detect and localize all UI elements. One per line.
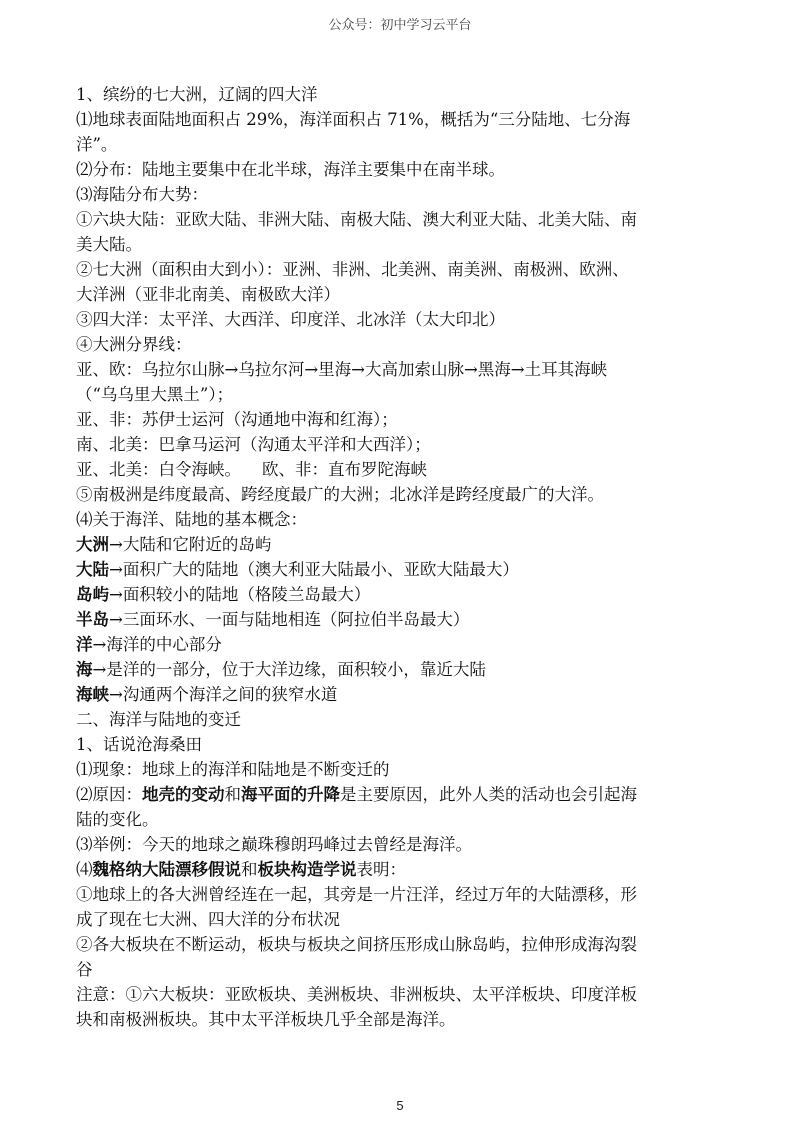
term: 岛屿 — [76, 585, 109, 604]
definition-line — [76, 607, 726, 632]
term: 海峡 — [76, 685, 109, 704]
text-line: ①地球上的各大洲曾经连在一起，其旁是一片汪洋，经过万年的大陆漂移，形 — [76, 885, 637, 904]
page-header: 公众号：初中学习云平台 — [328, 18, 472, 33]
text-line: 美大陆。 — [76, 235, 142, 254]
bold-term: 海平面的升降 — [241, 785, 340, 804]
text-span: 是主要原因，此外人类的活动也会引起海 — [340, 785, 637, 804]
text-line: 大洋洲（亚非北南美、南极欧大洋） — [76, 285, 340, 304]
term: 洋 — [76, 635, 93, 654]
text-line: ⑵分布：陆地主要集中在北半球，海洋主要集中在南半球。 — [76, 160, 505, 179]
text-line: 洋”。 — [76, 135, 118, 154]
definition: →沟通两个海洋之间的狭窄水道 — [109, 685, 338, 704]
section-heading: 1、缤纷的七大洲，辽阔的四大洋 — [76, 85, 318, 104]
document-body — [76, 82, 726, 1032]
text-line: （“乌乌里大黑土”）； — [76, 385, 234, 404]
page-number: 5 — [396, 1098, 404, 1113]
term: 大陆 — [76, 560, 109, 579]
definition: →三面环水、一面与陆地相连（阿拉伯半岛最大） — [109, 610, 470, 629]
text-line: 南、北美：巴拿马运河（沟通太平洋和大西洋）； — [76, 435, 431, 454]
text-line: 亚、欧：乌拉尔山脉→乌拉尔河→里海→大高加索山脉→黑海→土耳其海峡 — [76, 360, 608, 379]
text-line: 谷 — [76, 960, 93, 979]
definition-line — [76, 532, 726, 557]
text-line: ④大洲分界线： — [76, 335, 192, 354]
definition-line — [76, 557, 726, 582]
text-line: ⑴现象：地球上的海洋和陆地是不断变迁的 — [76, 760, 390, 779]
text-line: 注意：①六大板块：亚欧板块、美洲板块、非洲板块、太平洋板块、印度洋板 — [76, 985, 637, 1004]
term: 海 — [76, 660, 93, 679]
text-span: 和 — [224, 785, 241, 804]
definition-line — [76, 632, 726, 657]
text-line: ②七大洲（面积由大到小）：亚洲、非洲、北美洲、南美洲、南极洲、欧洲、 — [76, 260, 629, 279]
text-line: ⑴地球表面陆地面积占 29%，海洋面积占 71%，概括为“三分陆地、七分海 — [76, 110, 631, 129]
text-line: ⑤南极洲是纬度最高、跨经度最广的大洲；北冰洋是跨经度最广的大洋。 — [76, 485, 604, 504]
bold-term: 魏格纳大陆漂移假说 — [92, 860, 241, 879]
definition: →面积广大的陆地（澳大利亚大陆最小、亚欧大陆最大） — [109, 560, 519, 579]
section-heading: 二、海洋与陆地的变迁 — [76, 710, 241, 729]
text-line: ⑷关于海洋、陆地的基本概念： — [76, 510, 307, 529]
text-line: ⑶举例：今天的地球之巅珠穆朗玛峰过去曾经是海洋。 — [76, 835, 472, 854]
text-line: ③四大洋：太平洋、大西洋、印度洋、北冰洋（太大印北） — [76, 310, 505, 329]
text-line — [76, 782, 726, 807]
text-line — [76, 857, 726, 882]
bold-term: 板块构造学说 — [257, 860, 357, 879]
text-line: 块和南极洲板块。其中太平洋板块几乎全部是海洋。 — [76, 1010, 456, 1029]
text-span: ⑵原因： — [76, 785, 142, 804]
text-line: 亚、非：苏伊士运河（沟通地中海和红海）； — [76, 410, 398, 429]
text-line: ①六块大陆：亚欧大陆、非洲大陆、南极大陆、澳大利亚大陆、北美大陆、南 — [76, 210, 637, 229]
text-line: ②各大板块在不断运动，板块与板块之间挤压形成山脉岛屿，拉伸形成海沟裂 — [76, 935, 637, 954]
term: 半岛 — [76, 610, 109, 629]
bold-term: 地壳的变动 — [142, 785, 225, 804]
text-span: 和 — [241, 860, 258, 879]
text-line: ⑶海陆分布大势： — [76, 185, 208, 204]
definition-line — [76, 582, 726, 607]
definition-line — [76, 682, 726, 707]
definition: →面积较小的陆地（格陵兰岛最大） — [109, 585, 371, 604]
text-line: 亚、北美：白令海峡。 欧、非：直布罗陀海峡 — [76, 460, 427, 479]
term: 大洲 — [76, 535, 109, 554]
text-span: 表明： — [356, 860, 406, 879]
text-span: ⑷ — [76, 860, 93, 879]
definition: →大陆和它附近的岛屿 — [109, 535, 272, 554]
definition: →是洋的一部分，位于大洋边缘，面积较小，靠近大陆 — [92, 660, 486, 679]
text-line: 陆的变化。 — [76, 810, 159, 829]
definition-line — [76, 657, 726, 682]
text-line: 成了现在七大洲、四大洋的分布状况 — [76, 910, 340, 929]
definition: →海洋的中心部分 — [92, 635, 222, 654]
text-line: 1、话说沧海桑田 — [76, 735, 202, 754]
